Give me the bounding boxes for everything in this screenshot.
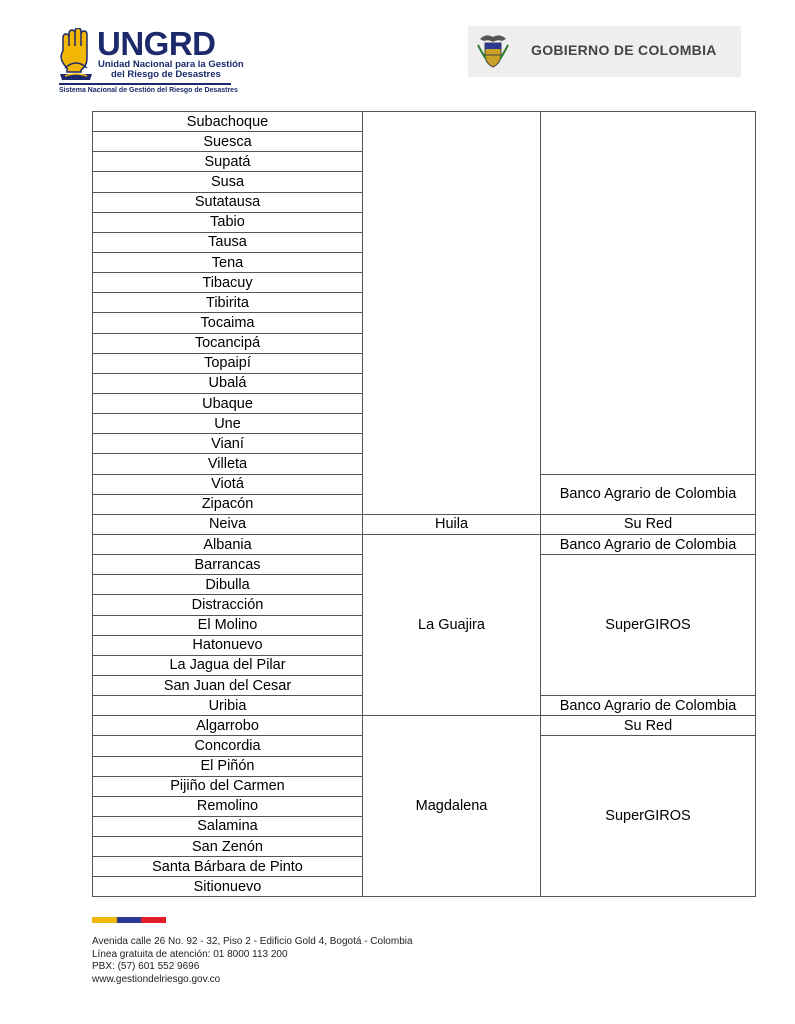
municipality-cell: Topaipí <box>93 353 363 373</box>
municipality-cell: Uribia <box>93 696 363 716</box>
footer-website[interactable]: www.gestiondelriesgo.gov.co <box>92 973 221 985</box>
operator-cell: Banco Agrario de Colombia <box>541 474 756 514</box>
department-cell: La Guajira <box>363 534 541 715</box>
municipality-cell: El Piñón <box>93 756 363 776</box>
operator-cell: SuperGIROS <box>541 555 756 696</box>
operator-cell: Banco Agrario de Colombia <box>541 534 756 554</box>
municipality-cell: Supatá <box>93 152 363 172</box>
municipality-cell: Tocancipá <box>93 333 363 353</box>
municipality-cell: Dibulla <box>93 575 363 595</box>
ungrd-divider <box>59 83 231 85</box>
municipality-cell: Tabio <box>93 212 363 232</box>
operator-cell: Su Red <box>541 716 756 736</box>
colombia-coat-of-arms-icon <box>476 31 510 69</box>
municipality-cell: Tocaima <box>93 313 363 333</box>
footer-pbx: PBX: (57) 601 552 9696 <box>92 961 200 972</box>
municipality-cell: San Zenón <box>93 837 363 857</box>
municipality-cell: Villeta <box>93 454 363 474</box>
municipality-cell: Pijiño del Carmen <box>93 776 363 796</box>
ungrd-subtitle-line2: del Riesgo de Desastres <box>111 69 221 80</box>
municipalities-table <box>92 111 756 897</box>
municipality-cell: El Molino <box>93 615 363 635</box>
operator-cell: Banco Agrario de Colombia <box>541 696 756 716</box>
municipality-cell: Ubalá <box>93 373 363 393</box>
footer-contact <box>92 936 413 986</box>
department-cell <box>363 112 541 515</box>
footer-bar-red <box>141 917 166 923</box>
government-logo <box>468 26 741 77</box>
footer-address: Avenida calle 26 No. 92 - 32, Piso 2 - Edificio Gold 4, Bogotá - Colombia <box>92 936 413 947</box>
table-row <box>93 514 756 534</box>
municipality-cell: Distracción <box>93 595 363 615</box>
municipality-cell: Hatonuevo <box>93 635 363 655</box>
municipality-cell: Barrancas <box>93 555 363 575</box>
municipality-cell: Santa Bárbara de Pinto <box>93 857 363 877</box>
municipality-cell: Viotá <box>93 474 363 494</box>
municipality-cell: Sitionuevo <box>93 877 363 897</box>
municipality-cell: Algarrobo <box>93 716 363 736</box>
municipality-cell: Subachoque <box>93 112 363 132</box>
ungrd-subtitle-line1: Unidad Nacional para la Gestión <box>98 59 244 70</box>
ungrd-system-name: Sistema Nacional de Gestión del Riesgo de Desastres <box>59 87 238 94</box>
municipality-cell: Une <box>93 414 363 434</box>
table-row <box>93 534 756 554</box>
operator-cell: Su Red <box>541 514 756 534</box>
ungrd-title: UNGRD <box>97 25 216 62</box>
municipality-cell: Tausa <box>93 232 363 252</box>
footer-hotline: Línea gratuita de atención: 01 8000 113 200 <box>92 948 288 960</box>
municipality-cell: Albania <box>93 534 363 554</box>
municipality-cell: Neiva <box>93 514 363 534</box>
municipality-cell: Susa <box>93 172 363 192</box>
municipality-cell: Zipacón <box>93 494 363 514</box>
hand-logo-icon <box>57 28 95 84</box>
government-title: GOBIERNO DE COLOMBIA <box>531 42 717 58</box>
department-cell: Huila <box>363 514 541 534</box>
operator-cell <box>541 112 756 475</box>
municipality-cell: Salamina <box>93 816 363 836</box>
municipality-cell: Suesca <box>93 132 363 152</box>
municipality-cell: Tibacuy <box>93 273 363 293</box>
table-row <box>93 112 756 132</box>
table-row <box>93 716 756 736</box>
municipality-cell: Vianí <box>93 434 363 454</box>
footer-bar-blue <box>117 917 142 923</box>
department-cell: Magdalena <box>363 716 541 897</box>
municipality-cell: Ubaque <box>93 393 363 413</box>
municipality-cell: Remolino <box>93 796 363 816</box>
ungrd-logo <box>57 26 247 100</box>
municipality-cell: Tibirita <box>93 293 363 313</box>
footer-color-bar <box>92 917 166 923</box>
municipality-cell: Sutatausa <box>93 192 363 212</box>
municipality-cell: Tena <box>93 252 363 272</box>
footer-bar-yellow <box>92 917 117 923</box>
operator-cell: SuperGIROS <box>541 736 756 897</box>
municipality-cell: La Jagua del Pilar <box>93 655 363 675</box>
municipality-cell: San Juan del Cesar <box>93 675 363 695</box>
municipality-cell: Concordia <box>93 736 363 756</box>
